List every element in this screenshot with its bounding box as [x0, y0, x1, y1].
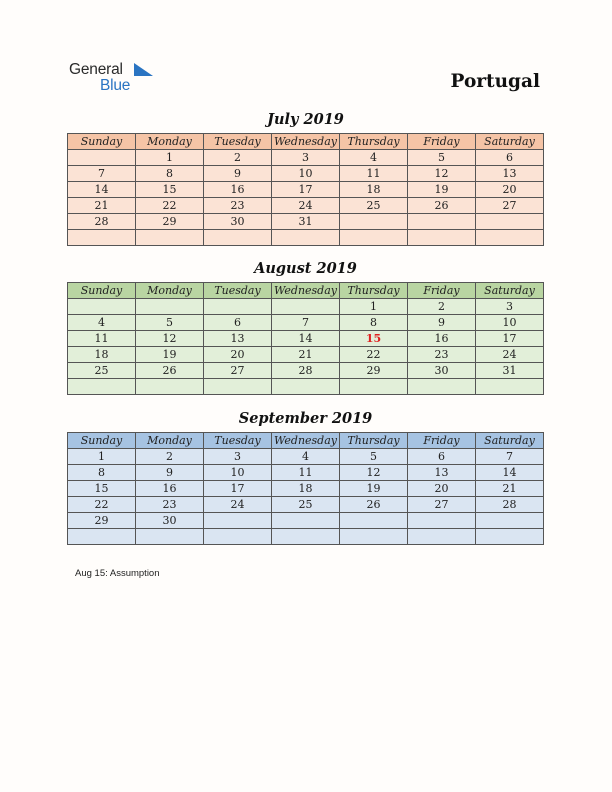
day-cell: 14	[68, 182, 136, 198]
day-cell: 29	[136, 214, 204, 230]
week-row	[68, 299, 544, 315]
day-cell	[68, 299, 136, 315]
day-cell: 15	[340, 331, 408, 347]
month-title-august: August 2019	[254, 260, 357, 277]
day-cell: 22	[340, 347, 408, 363]
weekday-header: Thursday	[340, 283, 408, 299]
day-cell	[340, 214, 408, 230]
weekday-header: Tuesday	[204, 433, 272, 449]
week-row	[68, 347, 544, 363]
day-cell	[68, 529, 136, 545]
weekday-header-row	[68, 433, 544, 449]
day-cell	[340, 379, 408, 395]
day-cell: 6	[204, 315, 272, 331]
day-cell	[68, 379, 136, 395]
day-cell: 21	[68, 198, 136, 214]
week-row	[68, 182, 544, 198]
day-cell: 22	[68, 497, 136, 513]
weekday-header: Friday	[408, 283, 476, 299]
day-cell: 6	[476, 150, 544, 166]
week-row	[68, 150, 544, 166]
day-cell: 31	[272, 214, 340, 230]
day-cell	[476, 529, 544, 545]
day-cell: 28	[68, 214, 136, 230]
week-row	[68, 449, 544, 465]
day-cell: 23	[136, 497, 204, 513]
day-cell: 4	[340, 150, 408, 166]
day-cell: 14	[476, 465, 544, 481]
week-row	[68, 379, 544, 395]
logo-general-text: General	[69, 61, 123, 78]
day-cell: 13	[408, 465, 476, 481]
week-row	[68, 497, 544, 513]
day-cell: 9	[204, 166, 272, 182]
day-cell: 25	[272, 497, 340, 513]
day-cell: 30	[136, 513, 204, 529]
month-title-july: July 2019	[267, 111, 344, 128]
day-cell: 12	[340, 465, 408, 481]
day-cell: 22	[136, 198, 204, 214]
day-cell: 19	[340, 481, 408, 497]
holiday-note: Aug 15: Assumption	[75, 568, 160, 579]
weekday-header: Monday	[136, 134, 204, 150]
day-cell	[272, 379, 340, 395]
day-cell	[408, 214, 476, 230]
day-cell: 29	[68, 513, 136, 529]
day-cell: 12	[408, 166, 476, 182]
calendar-august	[67, 282, 544, 395]
day-cell: 27	[204, 363, 272, 379]
day-cell: 7	[476, 449, 544, 465]
day-cell: 20	[204, 347, 272, 363]
day-cell: 13	[476, 166, 544, 182]
day-cell: 27	[408, 497, 476, 513]
day-cell: 26	[136, 363, 204, 379]
day-cell: 4	[68, 315, 136, 331]
week-row	[68, 214, 544, 230]
weekday-header: Wednesday	[272, 283, 340, 299]
day-cell	[408, 513, 476, 529]
day-cell	[136, 529, 204, 545]
weekday-header: Friday	[408, 433, 476, 449]
day-cell: 8	[340, 315, 408, 331]
day-cell: 17	[476, 331, 544, 347]
day-cell: 15	[136, 182, 204, 198]
day-cell	[340, 529, 408, 545]
day-cell: 1	[68, 449, 136, 465]
weekday-header: Saturday	[476, 283, 544, 299]
day-cell: 5	[136, 315, 204, 331]
day-cell: 8	[136, 166, 204, 182]
day-cell: 30	[408, 363, 476, 379]
day-cell: 2	[204, 150, 272, 166]
weekday-header: Wednesday	[272, 134, 340, 150]
day-cell: 16	[136, 481, 204, 497]
day-cell: 20	[408, 481, 476, 497]
day-cell: 9	[136, 465, 204, 481]
day-cell: 31	[476, 363, 544, 379]
day-cell	[476, 513, 544, 529]
week-row	[68, 166, 544, 182]
day-cell	[204, 529, 272, 545]
weekday-header: Friday	[408, 134, 476, 150]
day-cell: 19	[136, 347, 204, 363]
day-cell: 10	[476, 315, 544, 331]
day-cell	[68, 230, 136, 246]
day-cell: 11	[272, 465, 340, 481]
day-cell	[68, 150, 136, 166]
day-cell: 16	[204, 182, 272, 198]
day-cell: 30	[204, 214, 272, 230]
day-cell: 2	[408, 299, 476, 315]
day-cell	[136, 299, 204, 315]
weekday-header: Sunday	[68, 283, 136, 299]
week-row	[68, 481, 544, 497]
country-title: Portugal	[450, 71, 540, 92]
day-cell: 11	[340, 166, 408, 182]
day-cell	[340, 513, 408, 529]
day-cell	[476, 230, 544, 246]
day-cell	[408, 529, 476, 545]
day-cell: 10	[272, 166, 340, 182]
week-row	[68, 363, 544, 379]
day-cell	[272, 230, 340, 246]
day-cell: 1	[340, 299, 408, 315]
day-cell: 23	[204, 198, 272, 214]
day-cell: 26	[340, 497, 408, 513]
day-cell: 5	[408, 150, 476, 166]
day-cell	[272, 513, 340, 529]
day-cell: 28	[476, 497, 544, 513]
day-cell: 15	[68, 481, 136, 497]
week-row	[68, 529, 544, 545]
day-cell: 21	[476, 481, 544, 497]
day-cell: 11	[68, 331, 136, 347]
day-cell: 8	[68, 465, 136, 481]
day-cell: 3	[476, 299, 544, 315]
day-cell	[272, 299, 340, 315]
weekday-header: Thursday	[340, 134, 408, 150]
day-cell: 3	[272, 150, 340, 166]
day-cell: 14	[272, 331, 340, 347]
month-title-september: September 2019	[238, 410, 373, 427]
weekday-header: Tuesday	[204, 134, 272, 150]
day-cell: 25	[68, 363, 136, 379]
logo-blue-text: Blue	[100, 77, 131, 94]
week-row	[68, 465, 544, 481]
day-cell: 16	[408, 331, 476, 347]
week-row	[68, 331, 544, 347]
weekday-header: Monday	[136, 433, 204, 449]
weekday-header: Tuesday	[204, 283, 272, 299]
weekday-header: Monday	[136, 283, 204, 299]
day-cell: 6	[408, 449, 476, 465]
day-cell: 1	[136, 150, 204, 166]
day-cell: 18	[340, 182, 408, 198]
day-cell	[408, 379, 476, 395]
day-cell: 17	[272, 182, 340, 198]
week-row	[68, 198, 544, 214]
day-cell: 25	[340, 198, 408, 214]
day-cell	[476, 214, 544, 230]
day-cell: 20	[476, 182, 544, 198]
day-cell: 7	[68, 166, 136, 182]
day-cell	[136, 379, 204, 395]
day-cell: 21	[272, 347, 340, 363]
day-cell	[272, 529, 340, 545]
holiday-notes	[75, 568, 160, 579]
day-cell	[408, 230, 476, 246]
calendar-september	[67, 432, 544, 545]
day-cell: 27	[476, 198, 544, 214]
weekday-header: Sunday	[68, 433, 136, 449]
calendar-july	[67, 133, 544, 246]
weekday-header: Sunday	[68, 134, 136, 150]
day-cell	[204, 513, 272, 529]
weekday-header: Thursday	[340, 433, 408, 449]
day-cell: 23	[408, 347, 476, 363]
day-cell: 10	[204, 465, 272, 481]
weekday-header: Saturday	[476, 433, 544, 449]
week-row	[68, 513, 544, 529]
week-row	[68, 230, 544, 246]
weekday-header-row	[68, 283, 544, 299]
day-cell	[136, 230, 204, 246]
day-cell: 13	[204, 331, 272, 347]
weekday-header-row	[68, 134, 544, 150]
weekday-header: Wednesday	[272, 433, 340, 449]
day-cell: 24	[272, 198, 340, 214]
day-cell	[204, 299, 272, 315]
day-cell: 4	[272, 449, 340, 465]
day-cell	[476, 379, 544, 395]
day-cell: 9	[408, 315, 476, 331]
day-cell: 28	[272, 363, 340, 379]
day-cell: 24	[476, 347, 544, 363]
day-cell: 7	[272, 315, 340, 331]
day-cell: 19	[408, 182, 476, 198]
day-cell	[340, 230, 408, 246]
day-cell: 24	[204, 497, 272, 513]
day-cell: 18	[272, 481, 340, 497]
day-cell	[204, 230, 272, 246]
weekday-header: Saturday	[476, 134, 544, 150]
week-row	[68, 315, 544, 331]
day-cell: 29	[340, 363, 408, 379]
day-cell	[204, 379, 272, 395]
day-cell: 2	[136, 449, 204, 465]
day-cell: 17	[204, 481, 272, 497]
day-cell: 3	[204, 449, 272, 465]
logo-flag-icon	[133, 63, 153, 77]
day-cell: 26	[408, 198, 476, 214]
logo	[69, 61, 169, 97]
day-cell: 12	[136, 331, 204, 347]
day-cell: 5	[340, 449, 408, 465]
day-cell: 18	[68, 347, 136, 363]
